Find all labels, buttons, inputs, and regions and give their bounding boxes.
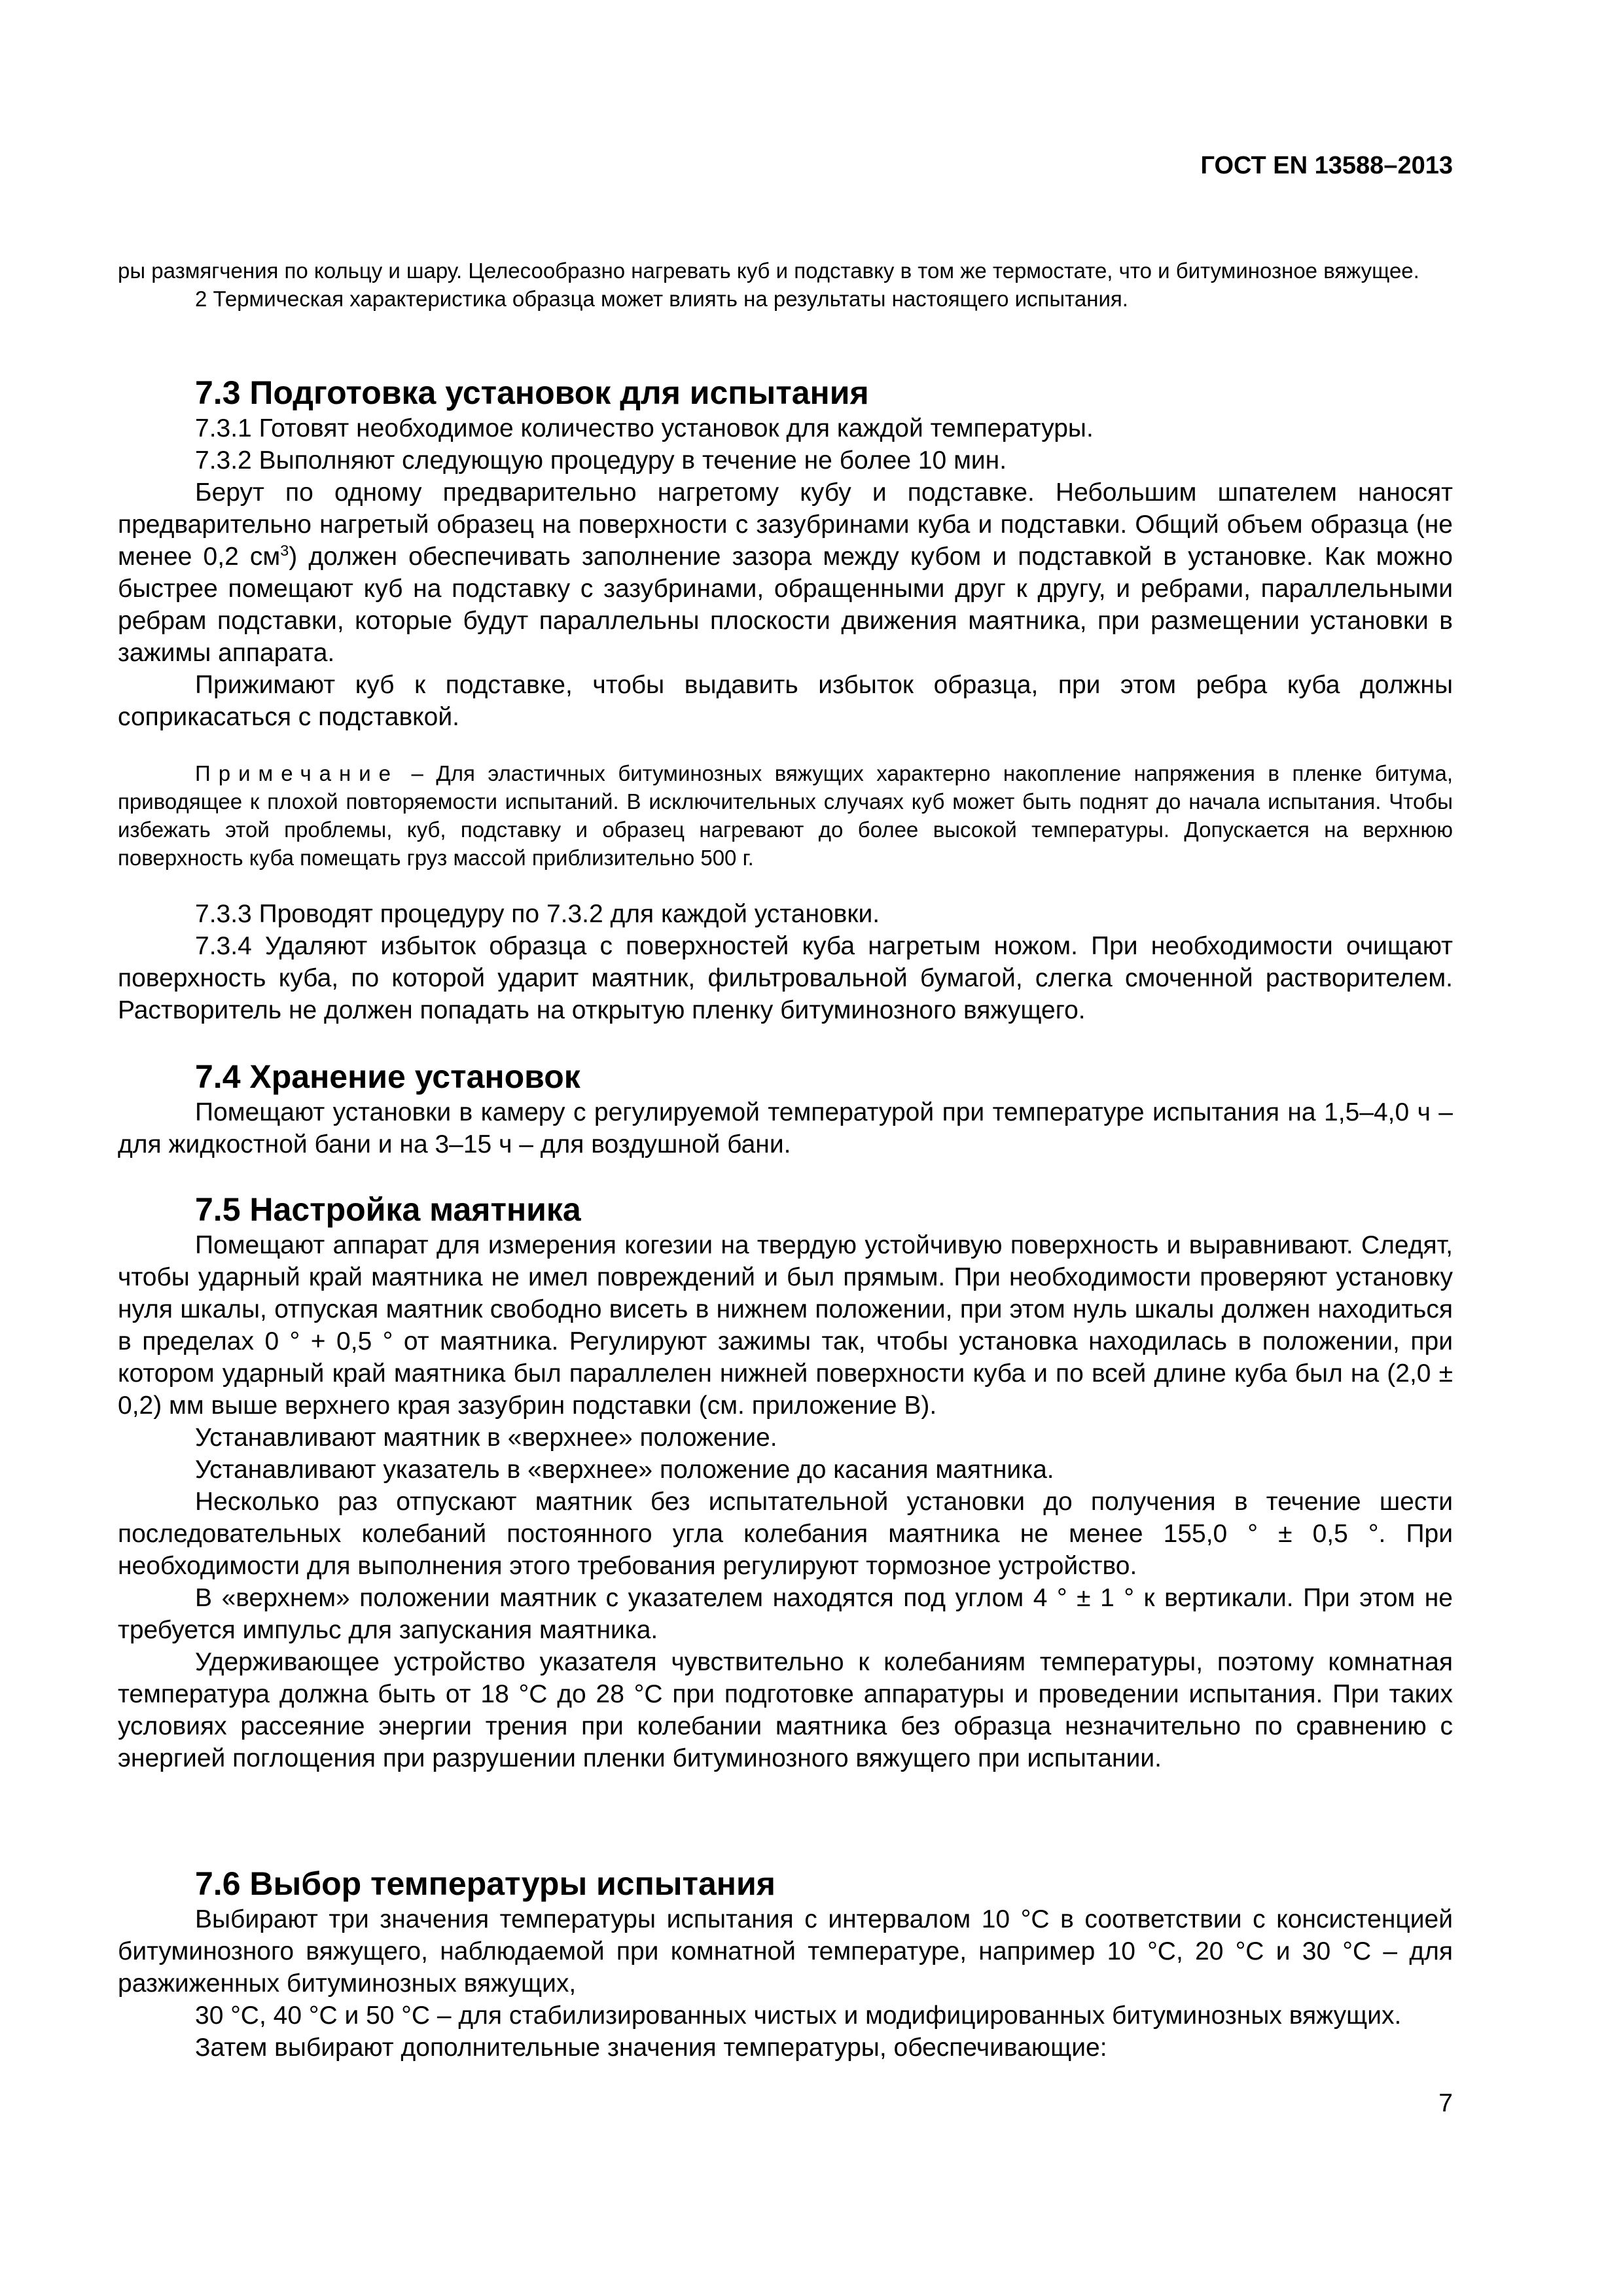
paragraph: Удерживающее устройство указателя чувствительно к колебаниям температуры, поэтому комнатная температура должна быть от 18 °С до 28 °С при подготовке аппаратуры и проведении испытания. При таких условиях рассеяние энергии трения при колебании маятника без образца незначительно по сравнению с энергией поглощения при разрушении пленки битуминозного вяжущего при испытании. [118, 1648, 1453, 1772]
paragraph: Затем выбирают дополнительные значения температуры, обеспечивающие: [195, 2034, 1107, 2062]
section-7-6 [118, 1864, 1453, 2064]
section-7-3 [118, 373, 1453, 1026]
intro-note-2: 2 Термическая характеристика образца может влиять на результаты настоящего испытания. [195, 287, 1128, 311]
section-7-4 [118, 1057, 1453, 1160]
section-title: 7.5 Настройка маятника [195, 1191, 581, 1228]
paragraph: 30 °С, 40 °С и 50 °С – для стабилизированных чистых и модифицированных битуминозных вяжущих. [195, 2001, 1402, 2030]
note-label: Примечание [195, 761, 399, 785]
paragraph: Помещают аппарат для измерения когезии на твердую устойчивую поверхность и выравнивают. Следят, чтобы ударный край маятника не имел повреждений и был прямым. При необходимости проверяют установку нуля шкалы, отпуская маятник свободно висеть в нижнем положении, при этом нуль шкалы должен находиться в пределах 0 ° + 0,5 ° от маятника. Регулируют зажимы так, чтобы установка находилась в положении, при котором ударный край маятника был параллелен нижней поверхности куба и по всей длине куба был на (2,0 ± 0,2) мм выше верхнего края зазубрин подставки (см. приложение В). [118, 1231, 1453, 1420]
paragraph: Помещают установки в камеру с регулируемой температурой при температуре испытания на 1,5–4,0 ч – для жидкостной бани и на 3–15 ч – для воздушной бани. [118, 1098, 1453, 1158]
paragraph: Несколько раз отпускают маятник без испытательной установки до получения в течение шести последовательных колебаний постоянного угла колебания маятника не менее 155,0 ° ± 0,5 °. При необходимости для выполнения этого требования регулируют тормозное устройство. [118, 1488, 1453, 1580]
section-7-5 [118, 1190, 1453, 1774]
paragraph: Выбирают три значения температуры испытания с интервалом 10 °С в соответствии с консистенцией битуминозного вяжущего, наблюдаемой при комнатной температуре, например 10 °С, 20 °С и 30 °С – для разжиженных битуминозных вяжущих, [118, 1905, 1453, 1998]
section-title: 7.6 Выбор температуры испытания [195, 1865, 776, 1902]
note-text: – Для эластичных битуминозных вяжущих характерно накопление напряжения в пленке битума, приводящее к плохой повторяемости испытаний. В исключительных случаях куб может быть поднят до начала испытания. Чтобы избежать этой проблемы, куб, подставку и образец нагревают до более высокой температуры. Допускается на верхнюю поверхность куба помещать груз массой приблизительно 500 г. [118, 761, 1453, 870]
section-title: 7.3 Подготовка установок для испытания [195, 374, 869, 411]
standard-header: ГОСТ EN 13588–2013 [1200, 152, 1453, 179]
paragraph: 7.3.1 Готовят необходимое количество установок для каждой температуры. [195, 414, 1094, 442]
paragraph: Устанавливают маятник в «верхнее» положение. [195, 1424, 777, 1452]
paragraph [118, 476, 1453, 669]
paragraph: Прижимают куб к подставке, чтобы выдавить избыток образца, при этом ребра куба должны соприкасаться с подставкой. [118, 671, 1453, 731]
intro-continuation: ры размягчения по кольцу и шару. Целесообразно нагревать куб и подставку в том же термостате, что и битуминозное вяжущее. [118, 259, 1419, 283]
paragraph: Устанавливают указатель в «верхнее» положение до касания маятника. [195, 1456, 1054, 1484]
paragraph-text: Берут по одному предварительно нагретому кубу и подставке. Небольшим шпателем наносят предварительно нагретый образец на поверхности с зазубринами куба и подставки. Общий объем образца (не менее 0,2 см [118, 478, 1453, 571]
note [118, 759, 1453, 872]
superscript: 3 [280, 542, 289, 559]
paragraph: В «верхнем» положении маятник с указателем находятся под углом 4 ° ± 1 ° к вертикали. При этом не требуется импульс для запускания маятника. [118, 1584, 1453, 1644]
section-title: 7.4 Хранение установок [195, 1058, 580, 1095]
page-number: 7 [1438, 2089, 1453, 2117]
intro-block [118, 257, 1453, 313]
paragraph: 7.3.4 Удаляют избыток образца с поверхностей куба нагретым ножом. При необходимости очищают поверхность куба, по которой ударит маятник, фильтровальной бумагой, слегка смоченной растворителем. Растворитель не должен попадать на открытую пленку битуминозного вяжущего. [118, 932, 1453, 1024]
paragraph: 7.3.3 Проводят процедуру по 7.3.2 для каждой установки. [195, 900, 880, 928]
paragraph: 7.3.2 Выполняют следующую процедуру в течение не более 10 мин. [195, 446, 1007, 475]
paragraph-text: ) должен обеспечивать заполнение зазора между кубом и подставкой в установке. Как можно быстрее помещают куб на подставку с зазубринами, обращенными друг к другу, и ребрами, параллельными ребрам подставки, которые будут параллельны плоскости движения маятника, при размещении установки в зажимы аппарата. [118, 543, 1453, 667]
